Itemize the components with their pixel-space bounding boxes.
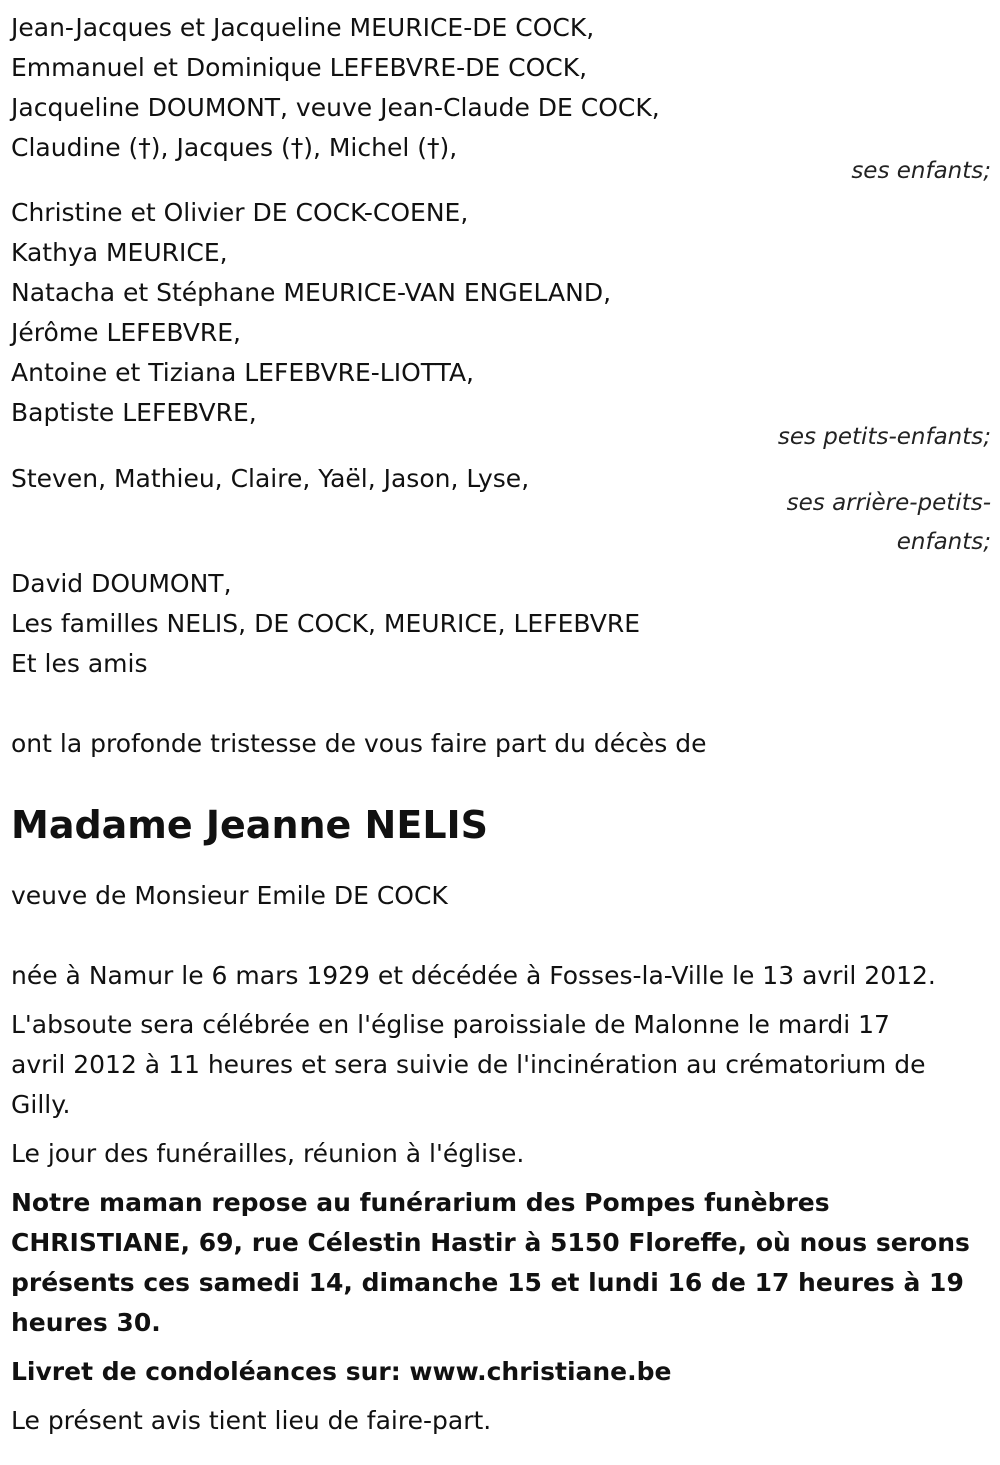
children-line: Emmanuel et Dominique LEFEBVRE-DE COCK, [11, 53, 588, 82]
notice-text: Le présent avis tient lieu de faire-part. [11, 1406, 492, 1435]
great-grandchildren-line: Steven, Mathieu, Claire, Yaël, Jason, Lyse, [11, 464, 530, 493]
grandchildren-role: ses petits-enfants; [777, 424, 991, 450]
funerarium-paragraph [11, 1183, 991, 1343]
grandchildren-line: Kathya MEURICE, [11, 238, 228, 267]
ceremony-line: avril 2012 à 11 heures et sera suivie de l'incinération au crématorium de [11, 1050, 926, 1079]
condolences-text: Livret de condoléances sur: www.christiane.be [11, 1357, 672, 1386]
children-line: Jacqueline DOUMONT, veuve Jean-Claude DE COCK, [11, 93, 660, 122]
others-block [11, 564, 991, 684]
children-role: ses enfants; [851, 158, 991, 184]
announcement-text: ont la profonde tristesse de vous faire part du décès de [11, 729, 707, 758]
grandchildren-line: Jérôme LEFEBVRE, [11, 318, 241, 347]
great-grandchildren-role-line1: ses arrière-petits- [786, 490, 991, 516]
grandchildren-line: Antoine et Tiziana LEFEBVRE-LIOTTA, [11, 358, 475, 387]
grandchildren-line: Christine et Olivier DE COCK-COENE, [11, 198, 469, 227]
funerarium-line: présents ces samedi 14, dimanche 15 et lundi 16 de 17 heures à 19 [11, 1268, 964, 1297]
children-line: Claudine (†), Jacques (†), Michel (†), [11, 133, 458, 162]
others-line: David DOUMONT, [11, 569, 232, 598]
deceased-name: Madame Jeanne NELIS [11, 803, 489, 847]
children-block [11, 8, 991, 191]
others-line: Et les amis [11, 649, 148, 678]
widow-of-text: veuve de Monsieur Emile DE COCK [11, 881, 448, 910]
meeting-text: Le jour des funérailles, réunion à l'église. [11, 1139, 525, 1168]
others-line: Les familles NELIS, DE COCK, MEURICE, LEFEBVRE [11, 609, 641, 638]
grandchildren-block [11, 193, 991, 457]
children-line: Jean-Jacques et Jacqueline MEURICE-DE COCK, [11, 13, 595, 42]
birth-death-text: née à Namur le 6 mars 1929 et décédée à Fosses-la-Ville le 13 avril 2012. [11, 961, 936, 990]
funerarium-line: heures 30. [11, 1308, 161, 1337]
obituary-notice [11, 8, 991, 1441]
great-grandchildren-block [11, 459, 991, 562]
ceremony-line: Gilly. [11, 1090, 71, 1119]
funerarium-line: CHRISTIANE, 69, rue Célestin Hastir à 5150 Floreffe, où nous serons [11, 1228, 970, 1257]
great-grandchildren-role-line2: enfants; [896, 529, 991, 555]
grandchildren-line: Baptiste LEFEBVRE, [11, 398, 257, 427]
funerarium-line: Notre maman repose au funérarium des Pompes funèbres [11, 1188, 830, 1217]
ceremony-line: L'absoute sera célébrée en l'église paroissiale de Malonne le mardi 17 [11, 1010, 890, 1039]
grandchildren-line: Natacha et Stéphane MEURICE-VAN ENGELAND, [11, 278, 612, 307]
ceremony-paragraph [11, 1005, 991, 1125]
